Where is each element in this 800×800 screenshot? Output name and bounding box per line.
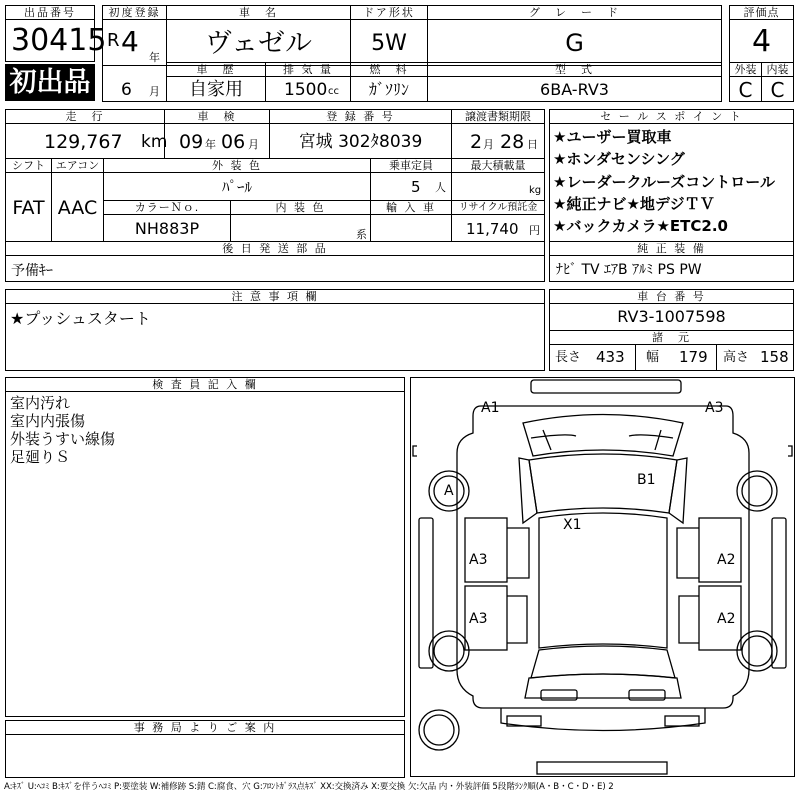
- ac-label: エアコン: [51, 158, 104, 173]
- history-label: 車 歴: [166, 62, 266, 77]
- width: 179: [679, 348, 708, 366]
- score-label: 評価点: [729, 5, 794, 20]
- first-listing-badge: 初出品: [5, 64, 95, 101]
- import-cell: [370, 214, 452, 242]
- shift-label: シフト: [5, 158, 52, 173]
- car-name: ヴェゼル: [166, 19, 351, 66]
- chassis-number: RV3-1007598: [617, 307, 726, 326]
- sales-point: ★バックカメラ★ETC2.0: [553, 217, 728, 235]
- inspection-month: 06: [221, 131, 246, 153]
- length: 433: [596, 348, 625, 366]
- dimensions-label: 諸 元: [549, 330, 794, 345]
- fuel-label: 燃 料: [350, 62, 428, 77]
- door-label: ドア形状: [350, 5, 428, 20]
- notes-text: ★プッシュスタート: [10, 309, 151, 328]
- car-outline-diagram: [411, 378, 794, 776]
- recycle-cell: [451, 214, 545, 242]
- damage-legend: A:ｷｽﾞ U:ﾍｺﾐ B:ｷｽﾞを伴うﾍｺﾐ P:要塗装 W:補修跡 S:錆 C:腐食、穴 G:ﾌﾛﾝﾄｶﾞﾗｽ点ｷｽﾞ XX:交換済み X:要交換 欠:欠品 内・外装評価 5段階ﾗﾝｸ順(A・B・C・D・E) 2: [4, 782, 614, 792]
- color-number: NH883P: [103, 214, 231, 242]
- capacity-cell: [370, 172, 452, 201]
- mileage-label: 走 行: [5, 109, 165, 124]
- year-unit: 年: [149, 51, 160, 64]
- lot-number: 30415: [11, 23, 107, 58]
- capacity-label: 乗車定員: [370, 158, 452, 173]
- sales-point: ★ユーザー買取車: [553, 128, 672, 146]
- later-parts: 予備ｷｰ: [11, 263, 53, 279]
- reg-year: 4: [121, 25, 139, 58]
- interior-label: 内装: [761, 62, 794, 77]
- transfer-month: 2: [470, 131, 483, 153]
- month-unit: 月: [149, 85, 160, 98]
- damage-diagram: [410, 377, 795, 777]
- shift-type: FAT: [5, 172, 52, 242]
- damage-mark-a: A: [444, 483, 454, 499]
- transfer-label: 譲渡書類期限: [451, 109, 545, 124]
- width-label: 幅: [646, 350, 660, 365]
- registration-number: 宮城 302ﾀ8039: [269, 123, 452, 159]
- mileage-cell: [5, 123, 168, 159]
- height: 158: [760, 348, 789, 366]
- exterior-color: ﾊﾟｰﾙ: [103, 172, 371, 201]
- displacement-cell: [265, 76, 351, 102]
- interior-color-unit: 系: [356, 228, 367, 241]
- inspector-line: 外装うすい線傷: [10, 430, 116, 448]
- exterior-grade: C: [729, 76, 762, 102]
- load-cell: [451, 172, 545, 201]
- model-code: 6BA-RV3: [427, 76, 722, 102]
- damage-mark-a2: A2: [717, 552, 736, 568]
- interior-color-label: 内 装 色: [230, 200, 371, 215]
- recycle-label: リサイクル預託金: [451, 200, 545, 215]
- displacement: 1500: [284, 80, 328, 100]
- mileage: 129,767: [44, 131, 123, 153]
- displacement-unit: cc: [328, 86, 339, 97]
- capacity-unit: 人: [435, 181, 446, 194]
- inspection-year-unit: 年: [205, 138, 216, 151]
- sales-point: ★レーダークルーズコントロール: [553, 173, 775, 191]
- era: R: [107, 30, 120, 51]
- transfer-day-unit: 日: [527, 138, 538, 151]
- damage-mark-a3: A3: [705, 400, 724, 416]
- score: 4: [751, 24, 772, 59]
- mileage-unit: km: [141, 132, 168, 152]
- sales-points-label: セ ー ル ス ポ イ ン ト: [549, 109, 794, 124]
- first-reg-year-cell: [102, 19, 167, 66]
- ac-type: AAC: [51, 172, 104, 242]
- damage-mark-a3: A3: [469, 552, 488, 568]
- inspection-month-unit: 月: [248, 138, 259, 151]
- damage-mark-x1: X1: [563, 517, 582, 533]
- damage-mark-a3: A3: [469, 611, 488, 627]
- sales-point: ★ホンダセンシング: [553, 150, 685, 168]
- exterior-label: 外装: [729, 62, 762, 77]
- notes-label: 注 意 事 項 欄: [5, 289, 545, 304]
- damage-mark-a1: A1: [481, 400, 500, 416]
- height-label: 高さ: [723, 350, 750, 365]
- inspection-year: 09: [179, 131, 204, 153]
- capacity: 5: [411, 178, 421, 196]
- reg-month: 6: [121, 80, 132, 100]
- recycle-fee: 11,740: [466, 220, 519, 238]
- registration-label: 登 録 番 号: [269, 109, 452, 124]
- equipment-label: 純 正 装 備: [549, 241, 794, 256]
- sales-point: ★純正ナビ★地デジＴＶ: [553, 195, 715, 213]
- interior-color-cell: [230, 214, 371, 242]
- color-label: 外 装 色: [103, 158, 371, 173]
- equipment: ﾅﾋﾞ TV ｴｱB ｱﾙﾐ PS PW: [556, 262, 702, 278]
- fuel-type: ｶﾞｿﾘﾝ: [350, 76, 428, 102]
- length-label: 長さ: [555, 350, 582, 365]
- displacement-label: 排 気 量: [265, 62, 351, 77]
- car-name-label: 車 名: [166, 5, 351, 20]
- lot-box: [5, 5, 107, 62]
- first-reg-month-cell: [102, 65, 167, 102]
- chassis-label: 車 台 番 号: [549, 289, 794, 304]
- load-label: 最大積載量: [451, 158, 545, 173]
- transfer-day: 28: [500, 131, 525, 153]
- inspector-line: 足廻りＳ: [10, 448, 71, 466]
- lot-label: 出品番号: [6, 6, 94, 20]
- inspector-label: 検 査 員 記 入 欄: [5, 377, 405, 392]
- import-label: 輸 入 車: [370, 200, 452, 215]
- later-parts-label: 後 日 発 送 部 品: [5, 241, 545, 256]
- door-type: 5W: [350, 19, 428, 66]
- interior-grade: C: [761, 76, 794, 102]
- dim-divider: [716, 345, 717, 371]
- inspector-line: 室内汚れ: [10, 394, 71, 412]
- dim-divider: [635, 345, 636, 371]
- transfer-cell: [451, 123, 545, 159]
- color-no-label: カラーＮｏ.: [103, 200, 231, 215]
- grade-label: グ レ ー ド: [427, 5, 722, 20]
- grade: G: [427, 19, 722, 66]
- office-label: 事 務 局 よ り ご 案 内: [5, 720, 405, 735]
- damage-mark-b1: B1: [637, 472, 656, 488]
- inspection-cell: [164, 123, 270, 159]
- transfer-month-unit: 月: [483, 138, 494, 151]
- load-unit: kg: [529, 185, 542, 196]
- recycle-unit: 円: [529, 224, 540, 237]
- first-reg-label: 初度登録: [102, 5, 167, 20]
- model-label: 型 式: [427, 62, 722, 77]
- inspector-line: 室内内張傷: [10, 412, 86, 430]
- vehicle-history: 自家用: [166, 76, 266, 102]
- damage-mark-a2: A2: [717, 611, 736, 627]
- inspection-label: 車 検: [164, 109, 270, 124]
